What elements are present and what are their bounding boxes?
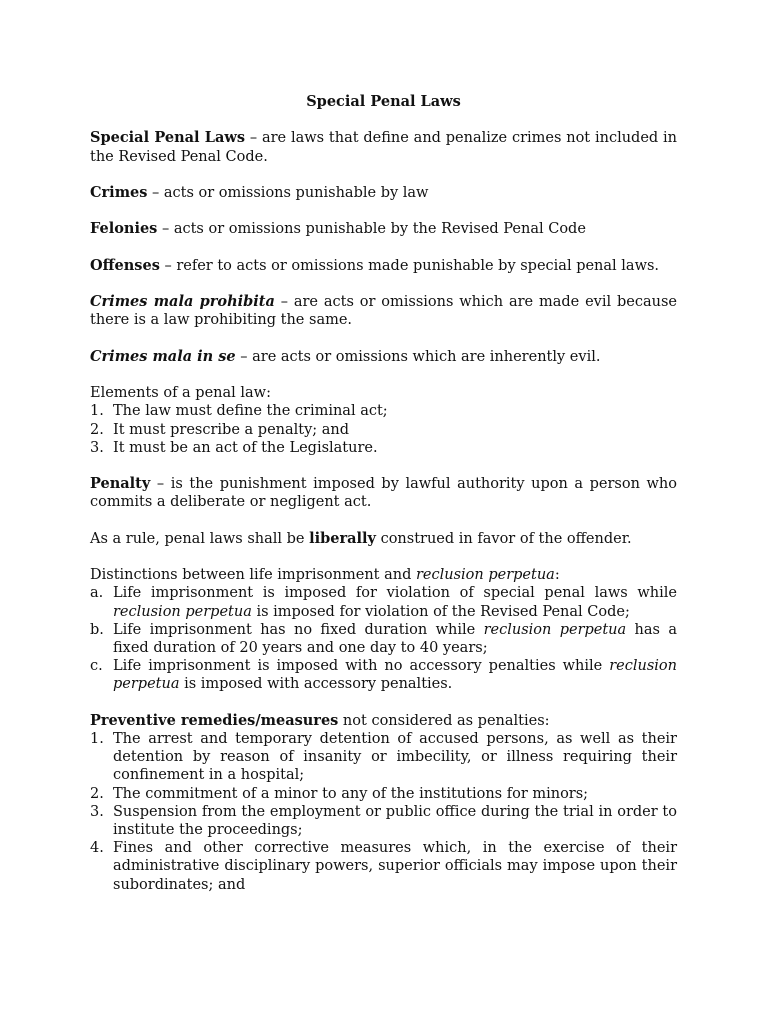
list-marker: c. <box>90 658 103 675</box>
list-marker: b. <box>90 621 104 638</box>
elements-list <box>90 402 677 457</box>
list-item-text: Life imprisonment is imposed with no accessory penalties while <box>113 658 610 675</box>
list-item-text: Life imprisonment is imposed for violation of special penal laws while <box>113 585 677 602</box>
definition-crimes <box>90 184 677 202</box>
list-item-text-end: is imposed with accessory penalties. <box>179 676 453 693</box>
distinctions-heading <box>90 566 677 584</box>
list-item-italic: reclusion perpetua <box>483 621 627 638</box>
list-item <box>90 785 677 803</box>
list-item-text-end: has a fixed duration of 20 years and one day to 40 years; <box>113 621 677 656</box>
list-item <box>90 839 677 894</box>
definition-special-penal-laws <box>90 129 677 165</box>
rule-text-after: construed in favor of the offender. <box>375 530 632 547</box>
heading-text: not considered as penalties: <box>338 712 550 729</box>
document-title: Special Penal Laws <box>306 93 461 110</box>
heading-italic: reclusion perpetua <box>415 567 555 584</box>
list-marker: 2. <box>90 421 104 438</box>
distinctions-list <box>90 584 677 693</box>
list-item-italic: reclusion perpetua <box>113 658 677 693</box>
rule-statement <box>90 530 677 548</box>
definition-text: – are acts or omissions which are made evil because there is a law prohibiting the same. <box>90 294 677 329</box>
list-item <box>90 803 677 839</box>
list-item-text: It must prescribe a penalty; and <box>113 421 350 438</box>
list-item <box>90 584 677 620</box>
list-item-text: It must be an act of the Legislature. <box>113 439 378 456</box>
heading-bold: Preventive remedies/measures <box>90 711 339 729</box>
list-marker: 3. <box>90 439 104 456</box>
preventive-heading <box>90 712 677 730</box>
list-marker: 3. <box>90 803 104 820</box>
definition-text: – are acts or omissions which are inherently evil. <box>235 348 601 365</box>
list-item <box>90 621 677 657</box>
preventive-list <box>90 730 677 894</box>
list-item <box>90 421 677 439</box>
rule-emphasis: liberally <box>309 529 376 547</box>
list-item-text: Life imprisonment has no fixed duration while <box>113 621 484 638</box>
term-label: Special Penal Laws <box>90 129 246 147</box>
list-item-text: The commitment of a minor to any of the institutions for minors; <box>113 785 589 802</box>
list-marker: 1. <box>90 730 104 747</box>
list-item-text: The law must define the criminal act; <box>113 403 388 420</box>
list-item <box>90 657 677 693</box>
definition-text: – is the punishment imposed by lawful authority upon a person who commits a deliberate or negligent act. <box>90 476 677 511</box>
term-label: Crimes <box>90 183 148 201</box>
definition-mala-in-se <box>90 348 677 366</box>
heading-text: Distinctions between life imprisonment and <box>90 567 416 584</box>
term-label: Offenses <box>90 256 160 274</box>
list-marker: 4. <box>90 840 104 857</box>
list-item <box>90 402 677 420</box>
list-item-text-end: is imposed for violation of the Revised Penal Code; <box>251 603 630 620</box>
document-page <box>90 93 677 894</box>
definition-text: – acts or omissions punishable by the Revised Penal Code <box>157 221 586 238</box>
list-item-text: Suspension from the employment or public office during the trial in order to institute the proceedings; <box>113 803 677 838</box>
definition-mala-prohibita <box>90 293 677 329</box>
list-item <box>90 439 677 457</box>
term-label: Penalty <box>90 475 151 493</box>
definition-text: – refer to acts or omissions made punishable by special penal laws. <box>159 257 660 274</box>
definition-text: – acts or omissions punishable by law <box>147 184 429 201</box>
list-item <box>90 730 677 785</box>
list-marker: a. <box>90 585 104 602</box>
list-marker: 2. <box>90 785 104 802</box>
definition-felonies <box>90 220 677 238</box>
list-marker: 1. <box>90 403 104 420</box>
elements-heading: Elements of a penal law: <box>90 385 271 402</box>
term-label: Felonies <box>90 220 158 238</box>
definition-offenses <box>90 257 677 275</box>
term-label: Crimes mala in se <box>90 347 236 365</box>
rule-text-before: As a rule, penal laws shall be <box>90 530 310 547</box>
list-item-text: Fines and other corrective measures which, in the exercise of their administrative disciplinary powers, superior officials may impose upon their subordinates; and <box>113 840 677 893</box>
heading-text-end: : <box>554 567 560 584</box>
list-item-text: The arrest and temporary detention of accused persons, as well as their detention by reason of insanity or imbecility, or illness requiring their confinement in a hospital; <box>113 730 677 784</box>
definition-text: – are laws that define and penalize crimes not included in the Revised Penal Code. <box>90 130 677 165</box>
definition-penalty <box>90 475 677 511</box>
term-label: Crimes mala prohibita <box>90 293 275 311</box>
list-item-italic: reclusion perpetua <box>113 603 252 620</box>
